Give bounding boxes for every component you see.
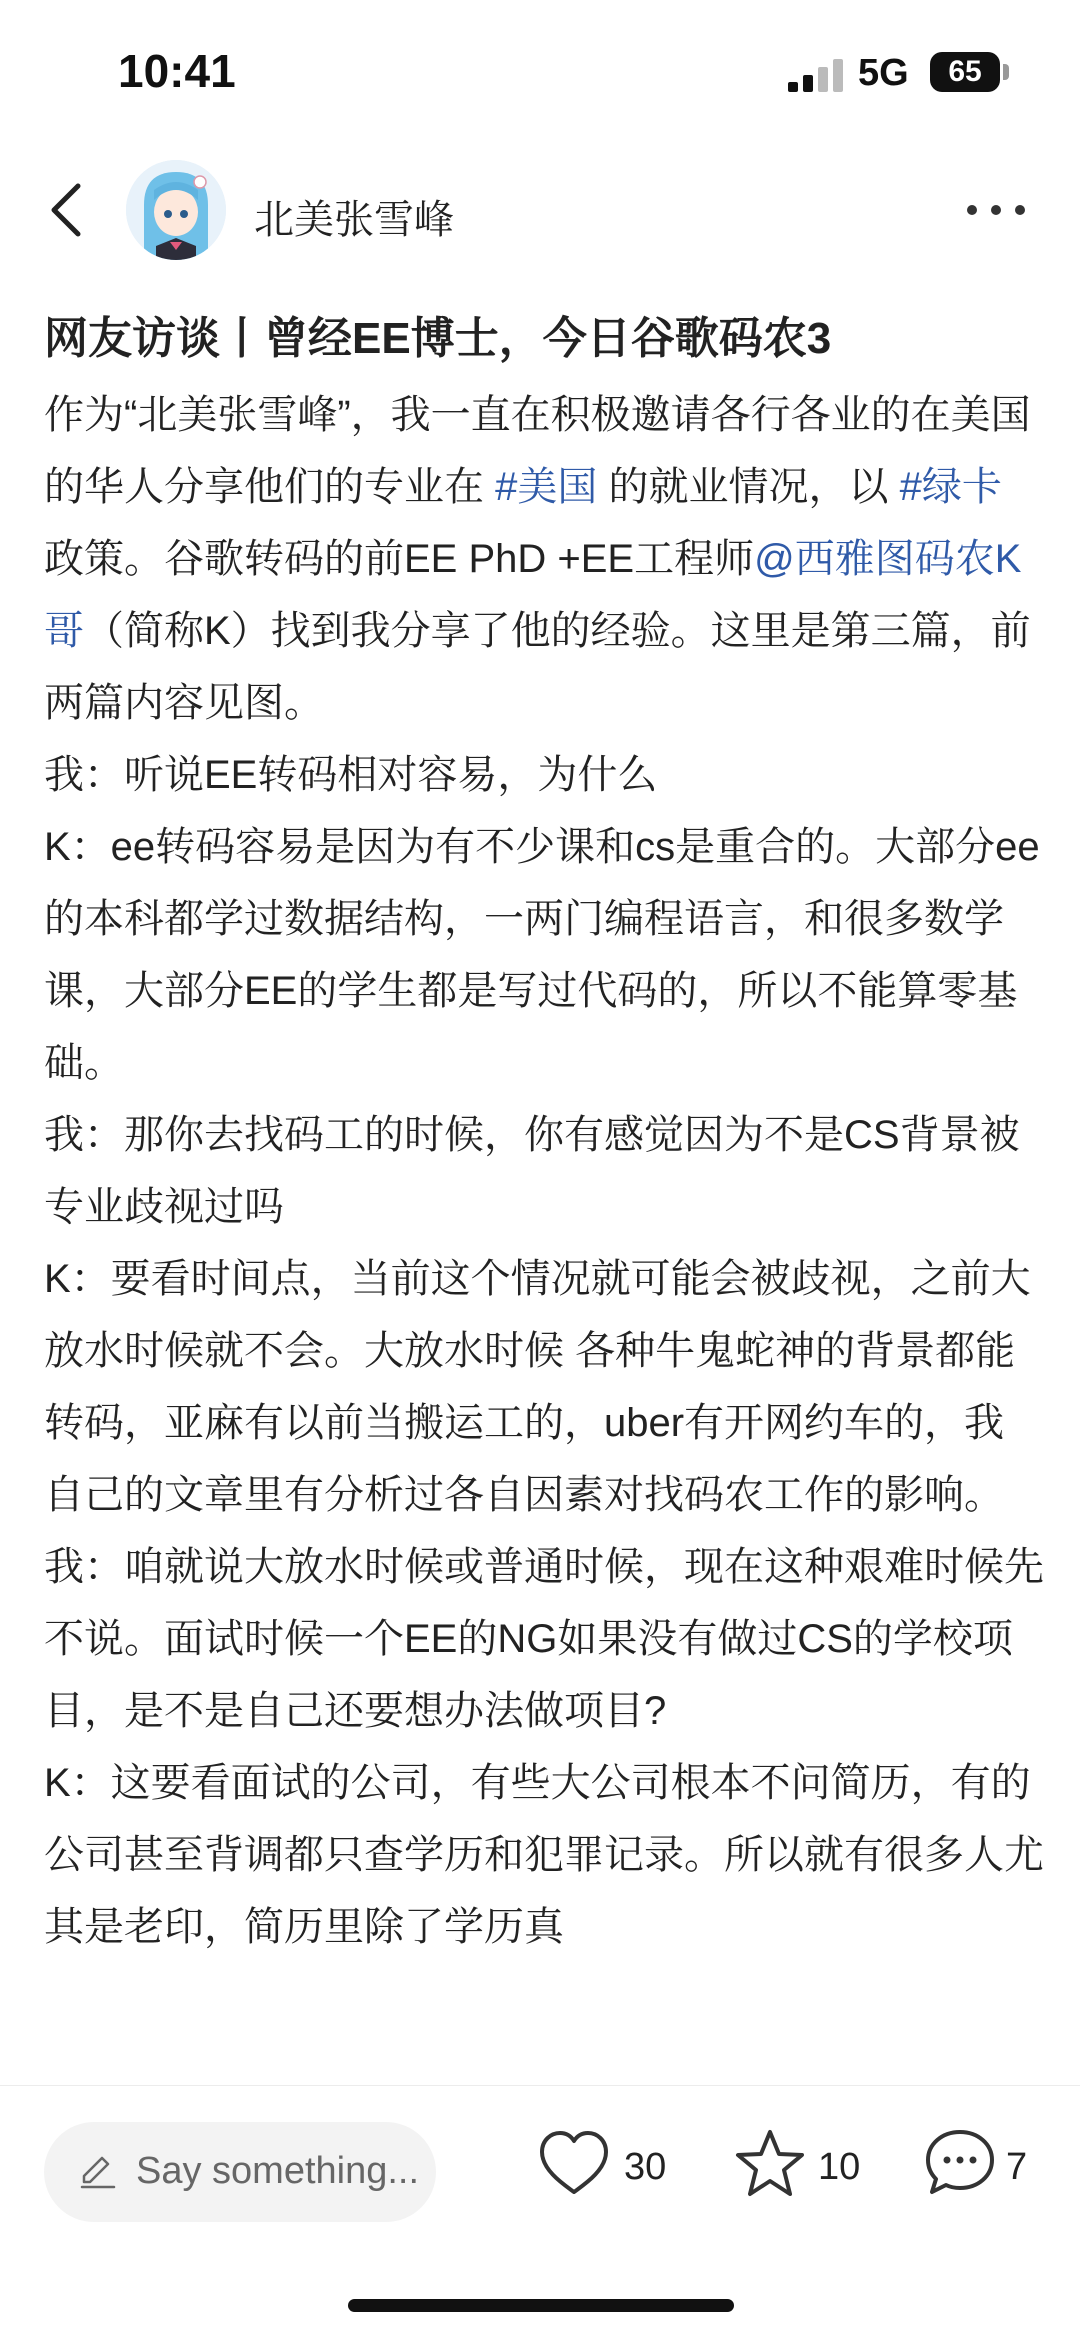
- more-options-button[interactable]: [960, 188, 1040, 232]
- battery-icon: 65: [930, 52, 1000, 92]
- collect-button[interactable]: [732, 2126, 872, 2218]
- hashtag-green-card[interactable]: #绿卡: [899, 465, 1002, 509]
- collect-count: 10: [818, 2146, 861, 2188]
- comment-bubble-icon: [922, 2126, 998, 2202]
- like-count: 30: [624, 2146, 667, 2188]
- intro-text-4: （简称K）找到我分享了他的经验。这里是第三篇，前两篇内容见图。: [44, 609, 1031, 725]
- comment-button[interactable]: [922, 2126, 1042, 2218]
- post-paragraph: K：ee转码容易是因为有不少课和cs是重合的。大部分ee的本科都学过数据结构，一两门编程语言，和很多数学课，大部分EE的学生都是写过代码的，所以不能算零基础。: [44, 825, 1040, 1085]
- author-avatar[interactable]: [126, 160, 226, 260]
- intro-text-3: 政策。谷歌转码的前EE PhD +EE工程师: [44, 537, 755, 581]
- star-icon: [732, 2126, 808, 2202]
- comment-input[interactable]: [44, 2122, 436, 2222]
- like-button[interactable]: [536, 2126, 676, 2218]
- back-button[interactable]: [40, 180, 100, 240]
- intro-text-2: 的就业情况，以: [597, 465, 900, 509]
- post-title: 网友访谈丨曾经EE博士，今日谷歌码农3: [44, 314, 832, 363]
- mention-user[interactable]: @西雅图码农K哥: [44, 537, 1022, 653]
- comment-placeholder: Say something...: [136, 2150, 420, 2192]
- battery-tip: [1003, 64, 1009, 80]
- network-type: 5G: [858, 52, 909, 94]
- post-header: [0, 150, 1080, 270]
- post-paragraph: K：这要看面试的公司，有些大公司根本不问简历，有的公司甚至背调都只查学历和犯罪记录。所以就有很多人尤其是老印，简历里除了学历真: [44, 1761, 1044, 1949]
- author-name[interactable]: 北美张雪峰: [254, 198, 454, 242]
- post-content: [44, 305, 1044, 2085]
- status-bar: [0, 0, 1080, 150]
- anime-girl-avatar-icon: [126, 160, 226, 260]
- more-dots-icon: [960, 188, 1040, 232]
- pencil-icon: [78, 2154, 118, 2190]
- post-paragraph: K：要看时间点，当前这个情况就可能会被歧视，之前大放水时候就不会。大放水时候 各种牛鬼蛇神的背景都能转码，亚麻有以前当搬运工的，uber有开网约车的，我自己的文章里有分析过各自因素对找码农工作的影响。: [44, 1257, 1031, 1517]
- post-intro-paragraph: [44, 379, 1044, 739]
- status-time: 10:41: [118, 45, 236, 97]
- hashtag-usa[interactable]: #美国: [495, 465, 598, 509]
- intro-text-1: 作为“北美张雪峰”，我一直在积极邀请各行各业的在美国的华人分享他们的专业在: [44, 393, 1031, 509]
- comment-count: 7: [1006, 2146, 1028, 2188]
- heart-icon: [536, 2126, 612, 2202]
- post-paragraph: 我：听说EE转码相对容易，为什么: [44, 753, 658, 797]
- post-paragraph: 我：咱就说大放水时候或普通时候，现在这种艰难时候先不说。面试时候一个EE的NG如果没有做过CS的学校项目，是不是自己还要想办法做项目?: [44, 1545, 1044, 1733]
- chevron-left-icon: [40, 180, 100, 240]
- post-paragraph: 我：那你去找码工的时候，你有感觉因为不是CS背景被专业歧视过吗: [44, 1113, 1020, 1229]
- signal-icon: [788, 58, 844, 92]
- home-indicator[interactable]: [348, 2299, 734, 2312]
